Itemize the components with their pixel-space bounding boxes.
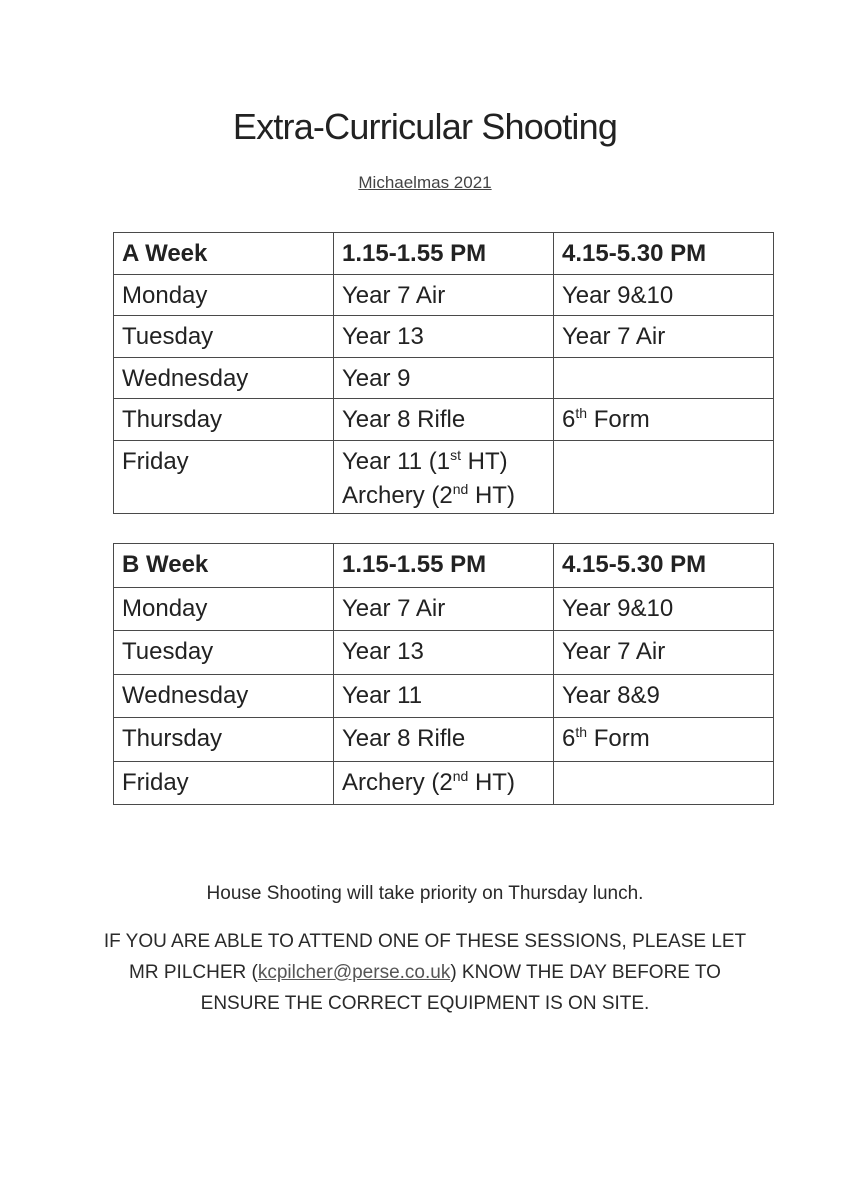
- day-cell: Tuesday: [114, 316, 334, 358]
- lunch-cell: Year 11 (1st HT) Archery (2nd HT): [334, 440, 554, 513]
- after-cell: 6th Form: [554, 718, 774, 762]
- lunch-cell: Year 7 Air: [334, 274, 554, 316]
- day-cell: Wednesday: [114, 357, 334, 399]
- day-cell: Friday: [114, 761, 334, 805]
- after-cell: 6th Form: [554, 399, 774, 441]
- after-cell: Year 9&10: [554, 274, 774, 316]
- day-cell: Thursday: [114, 399, 334, 441]
- after-cell: [554, 357, 774, 399]
- table-header-row: [114, 233, 774, 275]
- notice-line-1: IF YOU ARE ABLE TO ATTEND ONE OF THESE SESSIONS, PLEASE LET: [103, 931, 747, 952]
- week-b-table: [113, 543, 774, 805]
- lunch-cell: Year 9: [334, 357, 554, 399]
- day-cell: Friday: [114, 440, 334, 513]
- after-cell: Year 9&10: [554, 587, 774, 631]
- table-header-row: [114, 544, 774, 588]
- table-row: [114, 399, 774, 441]
- table-row: [114, 761, 774, 805]
- after-school-slot-header: 4.15-5.30 PM: [554, 233, 774, 275]
- lunch-cell: Year 8 Rifle: [334, 399, 554, 441]
- week-a-table: [113, 232, 774, 514]
- lunch-cell: Year 8 Rifle: [334, 718, 554, 762]
- week-header: A Week: [114, 233, 334, 275]
- table-row: [114, 587, 774, 631]
- table-row: [114, 718, 774, 762]
- notice-line-3: ENSURE THE CORRECT EQUIPMENT IS ON SITE.: [200, 993, 650, 1014]
- table-row: [114, 631, 774, 675]
- lunch-cell: Year 11: [334, 674, 554, 718]
- term-label: Michaelmas 2021: [358, 173, 492, 192]
- day-cell: Tuesday: [114, 631, 334, 675]
- week-header: B Week: [114, 544, 334, 588]
- term-subtitle: [0, 173, 850, 193]
- lunch-cell: Archery (2nd HT): [334, 761, 554, 805]
- lunch-slot-header: 1.15-1.55 PM: [334, 233, 554, 275]
- day-cell: Monday: [114, 587, 334, 631]
- table-row: [114, 274, 774, 316]
- lunch-cell: Year 13: [334, 316, 554, 358]
- after-cell: Year 7 Air: [554, 316, 774, 358]
- lunch-slot-header: 1.15-1.55 PM: [334, 544, 554, 588]
- day-cell: Monday: [114, 274, 334, 316]
- table-row: [114, 440, 774, 513]
- table-row: [114, 357, 774, 399]
- email-link[interactable]: kcpilcher@perse.co.uk: [257, 962, 451, 983]
- page-title: Extra-Curricular Shooting: [232, 106, 618, 147]
- notice-line-2: MR PILCHER (kcpilcher@perse.co.uk) KNOW THE DAY BEFORE TO: [129, 962, 721, 983]
- table-row: [114, 316, 774, 358]
- after-cell: [554, 761, 774, 805]
- lunch-cell: Year 13: [334, 631, 554, 675]
- after-cell: [554, 440, 774, 513]
- table-row: [114, 674, 774, 718]
- lunch-cell: Year 7 Air: [334, 587, 554, 631]
- after-school-slot-header: 4.15-5.30 PM: [554, 544, 774, 588]
- after-cell: Year 7 Air: [554, 631, 774, 675]
- day-cell: Thursday: [114, 718, 334, 762]
- attendance-notice: [100, 926, 750, 1019]
- day-cell: Wednesday: [114, 674, 334, 718]
- after-cell: Year 8&9: [554, 674, 774, 718]
- house-shooting-note: House Shooting will take priority on Thursday lunch.: [206, 883, 644, 904]
